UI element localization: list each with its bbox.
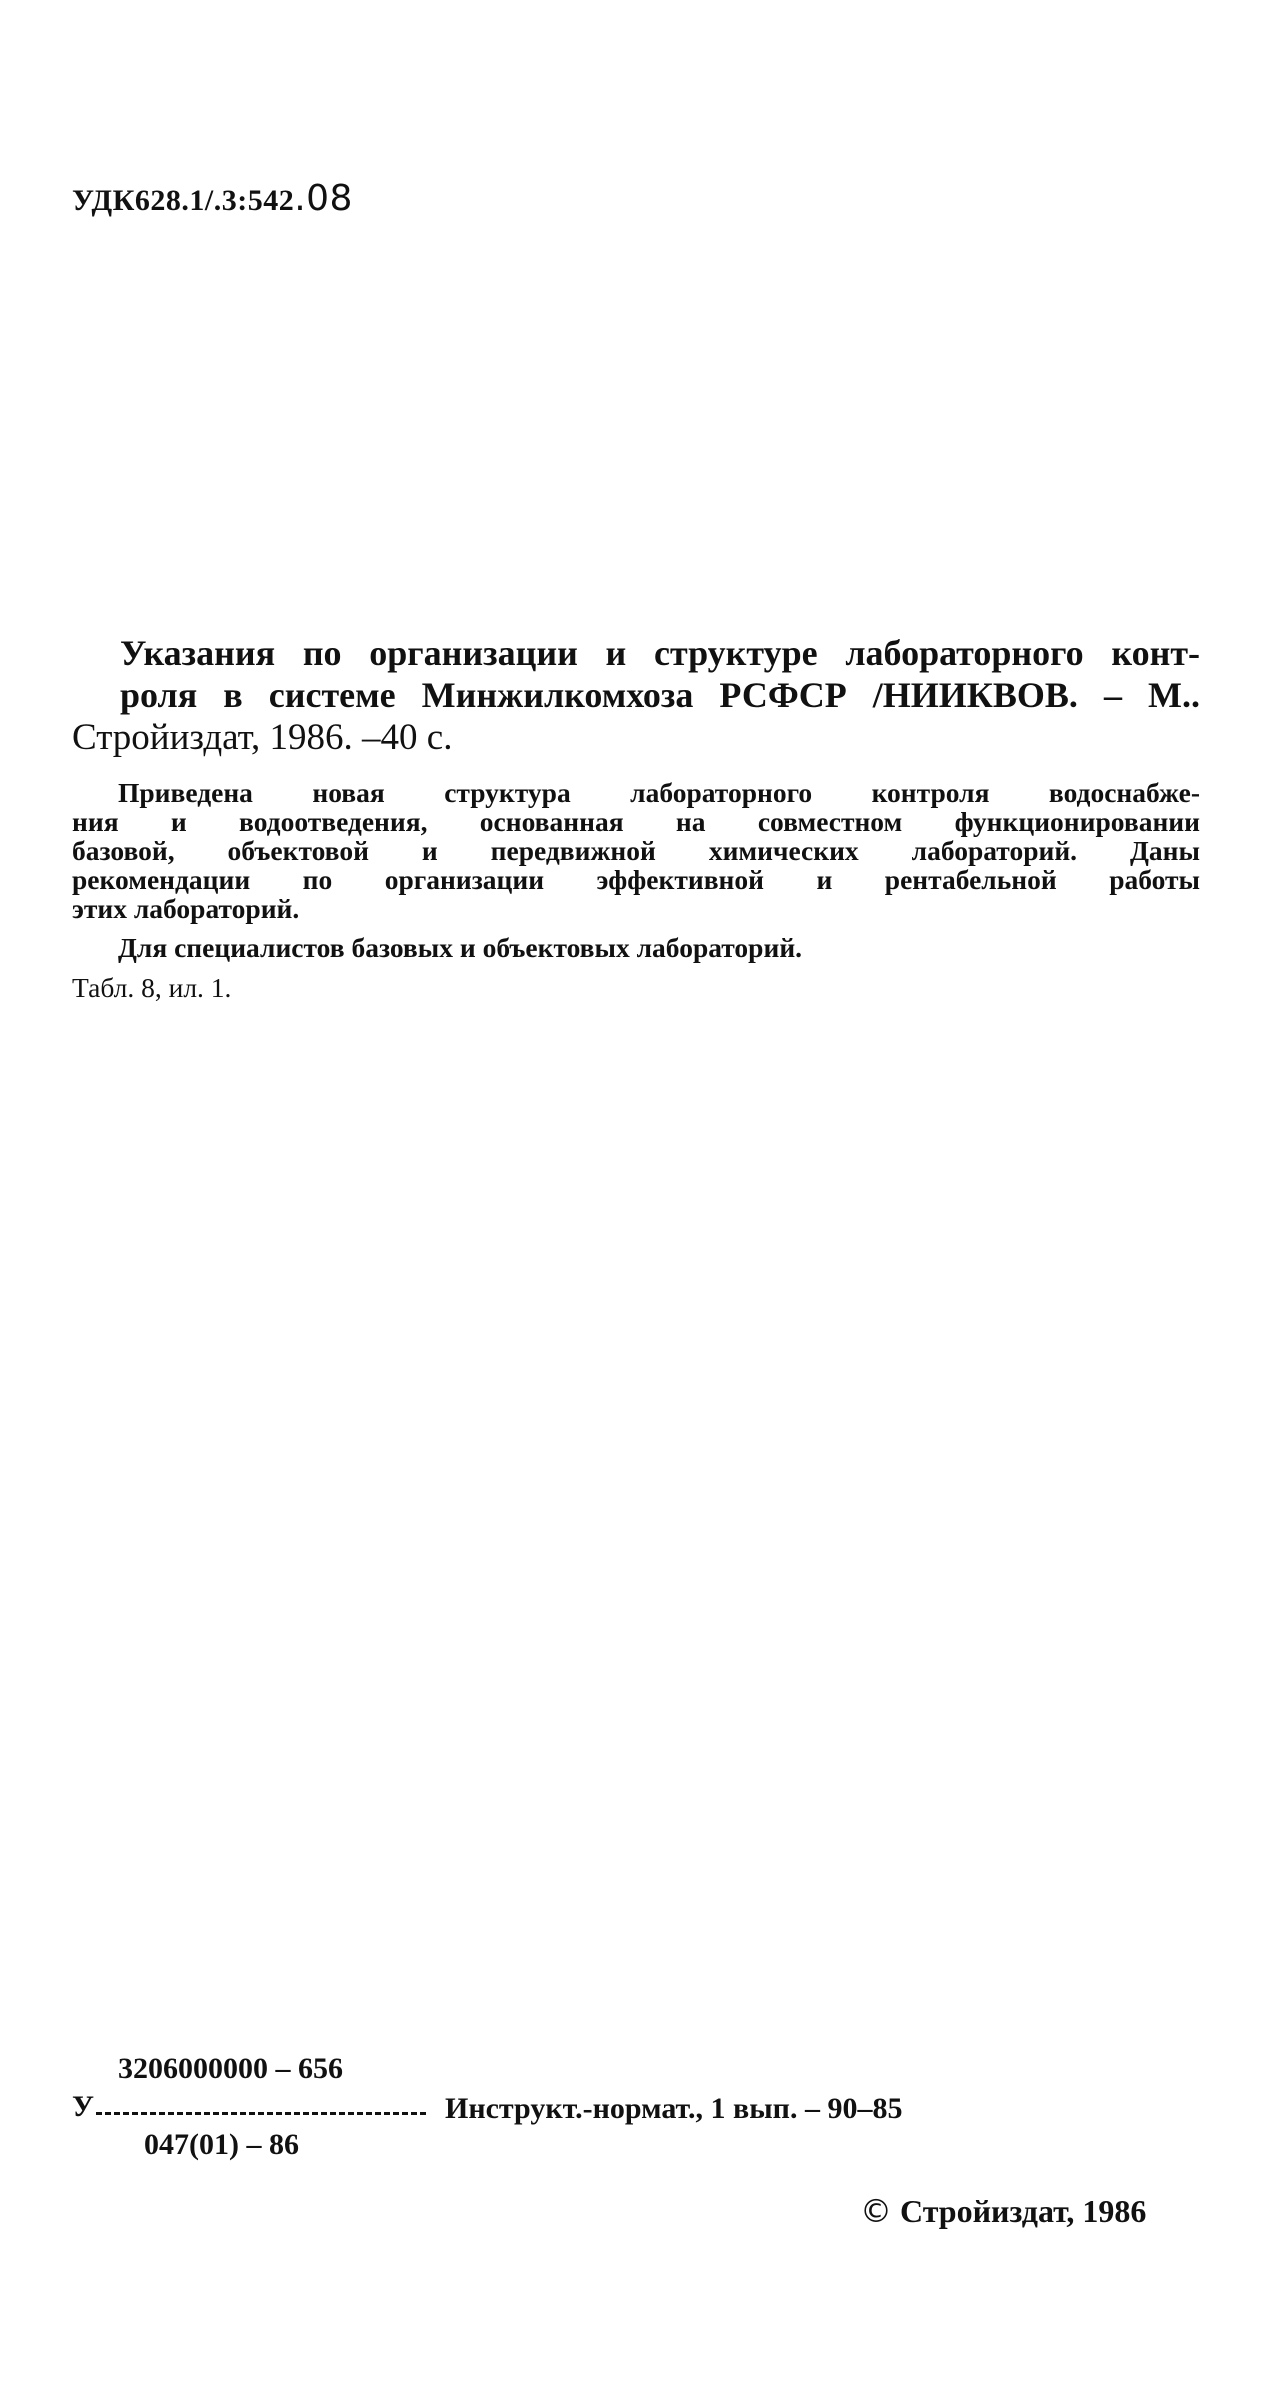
abstract-line-4: рекомендации по организации эффективной и рентабельной работы: [72, 864, 1200, 895]
bibliographic-line-1: Указания по организации и структуре лабораторного конт-: [120, 633, 1200, 673]
publication-index-numerator: 3206000000 – 656: [118, 2052, 343, 2085]
publication-index-denominator: 047(01) – 86: [144, 2128, 299, 2161]
udc-code-text: УДК628.1/.3:542: [72, 184, 295, 217]
audience-note: Для специалистов базовых и объектовых лабораторий.: [118, 932, 803, 963]
udc-code: [72, 178, 353, 219]
abstract-line-5: этих лабораторий.: [72, 893, 300, 924]
copyright: [860, 2192, 1146, 2230]
copyright-text: Стройиздат, 1986: [900, 2193, 1147, 2229]
publication-index-note: Инструкт.-нормат., 1 вып. – 90–85: [445, 2092, 903, 2125]
abstract-line-3: базовой, объектовой и передвижной химических лабораторий. Даны: [72, 835, 1200, 866]
publication-index-divider: [96, 2112, 426, 2115]
publication-index-letter: У: [72, 2090, 95, 2123]
bibliographic-line-2: роля в системе Минжилкомхоза РСФСР /НИИКВОВ. – М..: [120, 675, 1200, 715]
tables-illustrations-count: Табл. 8, ил. 1.: [72, 972, 232, 1003]
udc-handwritten-suffix: .08: [294, 178, 353, 219]
bibliographic-line-3: Стройиздат, 1986. –40 с.: [72, 717, 453, 758]
abstract-line-2: ния и водоотведения, основанная на совместном функционировании: [72, 806, 1200, 837]
abstract-line-1: Приведена новая структура лабораторного контроля водоснабже-: [118, 777, 1200, 808]
copyright-symbol: ©: [860, 2192, 892, 2230]
